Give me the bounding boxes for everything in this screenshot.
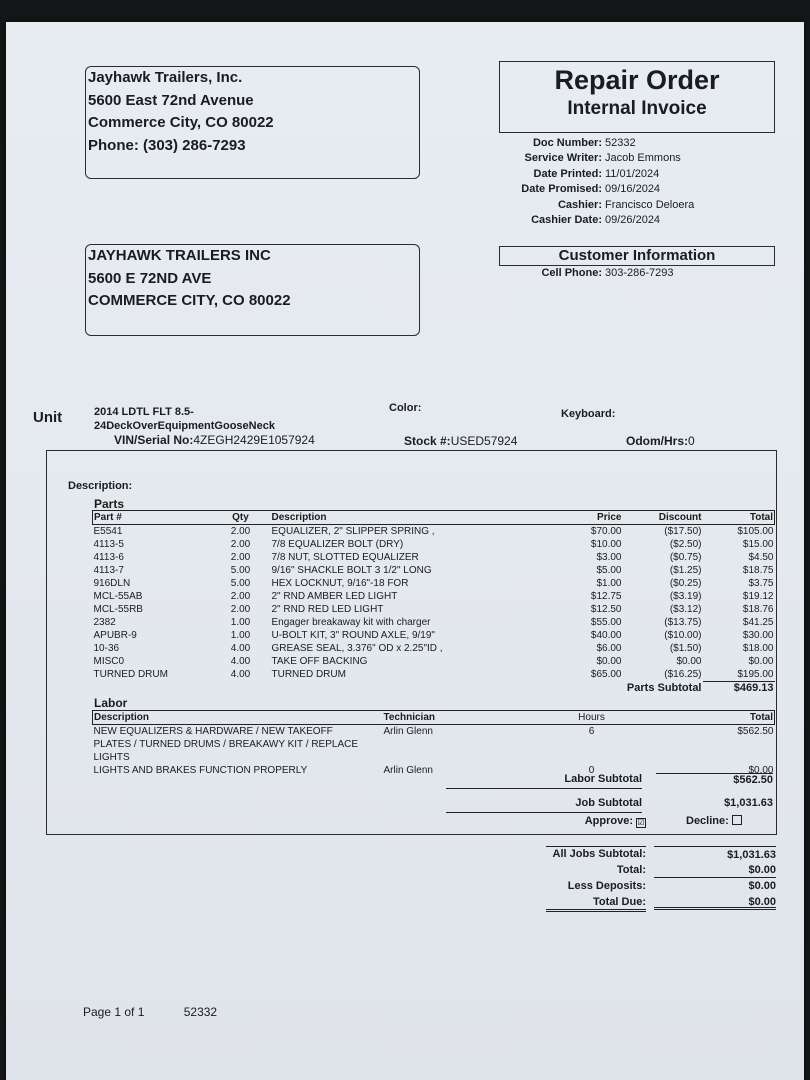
customer-info-title: Customer Information xyxy=(499,246,775,266)
meta-row: Doc Number: 52332 xyxy=(532,137,636,149)
meta-row: Date Promised: 09/16/2024 xyxy=(521,183,661,196)
page-number: Page 1 of 1 xyxy=(83,1005,145,1019)
parts-row: 4113-5 2.00 7/8 EQUALIZER BOLT (DRY) $10.00 ($2.50) $15.00 xyxy=(93,539,774,550)
totals-row: All Jobs Subtotal: $1,031.63 xyxy=(552,848,776,861)
meta-row: Cashier Date: 09/26/2024 xyxy=(531,214,661,227)
col-description: Description xyxy=(271,511,541,525)
customer-address-box xyxy=(85,244,420,336)
labor-subtotal-rule xyxy=(446,788,642,789)
customer-street: 5600 E 72ND AVE xyxy=(88,269,212,287)
company-city: Commerce City, CO 80022 xyxy=(88,114,274,131)
parts-row: 2382 1.00 Engager breakaway kit with charger $55.00 ($13.75) $41.25 xyxy=(93,617,774,628)
job-subtotal-label: Job Subtotal xyxy=(575,797,642,809)
odom-row: Odom/Hrs:0 xyxy=(626,434,695,448)
decline-row: Decline: xyxy=(686,815,776,827)
col-discount: Discount xyxy=(623,511,703,525)
labor-header-row xyxy=(93,711,775,725)
job-description-label: Description: xyxy=(68,480,133,492)
parts-row: 4113-7 5.00 9/16" SHACKLE BOLT 3 1/2" LONG $5.00 ($1.25) $18.75 xyxy=(93,565,774,576)
odom-value: 0 xyxy=(688,434,695,448)
footer-doc-number: 52332 xyxy=(183,1005,218,1019)
job-subtotal-rule xyxy=(446,812,642,813)
totals-row: Less Deposits: $0.00 xyxy=(567,880,776,892)
unit-description: 2014 LDTL FLT 8.5- 24DeckOverEquipmentGooseNeck xyxy=(94,406,275,432)
labor-subtotal-value: $562.50 xyxy=(656,773,773,786)
col-qty: Qty xyxy=(211,511,271,525)
page-subtitle: Internal Invoice xyxy=(567,98,707,119)
parts-row: 4113-6 2.00 7/8 NUT, SLOTTED EQUALIZER $3.00 ($0.75) $4.50 xyxy=(93,552,774,563)
meta-row: Cashier: Francisco Deloera xyxy=(557,198,695,211)
col-technician: Technician xyxy=(383,711,533,725)
company-street: 5600 East 72nd Avenue xyxy=(88,91,254,109)
company-address-box xyxy=(85,66,420,179)
parts-header-row xyxy=(93,511,775,525)
vin-value: 4ZEGH2429E1057924 xyxy=(193,433,315,447)
meta-row: Service Writer: Jacob Emmons xyxy=(524,152,681,165)
col-price: Price xyxy=(541,511,623,525)
totals-top-rule xyxy=(546,846,646,847)
parts-row: MCL-55RB 2.00 2" RND RED LED LIGHT $12.50 ($3.12) $18.76 xyxy=(93,604,774,615)
meta-row: Date Printed: 11/01/2024 xyxy=(533,167,660,180)
vin-row: VIN/Serial No:4ZEGH2429E1057924 xyxy=(114,433,315,447)
stock-value: USED57924 xyxy=(450,434,518,448)
labor-heading: Labor xyxy=(94,696,128,710)
invoice-paper xyxy=(6,22,804,1080)
parts-row: APUBR-9 1.00 U-BOLT KIT, 3" ROUND AXLE, 9/19" $40.00 ($10.00) $30.00 xyxy=(93,630,774,641)
parts-row: 916DLN 5.00 HEX LOCKNUT, 9/16"-18 FOR $1.00 ($0.25) $3.75 xyxy=(93,578,774,589)
color-label: Color: xyxy=(389,402,422,414)
parts-table xyxy=(92,510,775,695)
totals-bottom-rule xyxy=(546,909,646,912)
col-labor-description: Description xyxy=(93,711,383,725)
labor-table xyxy=(92,710,775,777)
parts-subtotal-row xyxy=(93,682,775,696)
parts-heading: Parts xyxy=(94,497,125,511)
decline-checkbox[interactable] xyxy=(732,815,742,825)
col-part-number: Part # xyxy=(93,511,211,525)
job-subtotal-value: $1,031.63 xyxy=(724,797,773,809)
parts-row: TURNED DRUM 4.00 TURNED DRUM $65.00 ($16.25) $195.00 xyxy=(93,669,774,681)
cell-phone-row: Cell Phone: 303-286-7293 xyxy=(541,267,674,279)
col-total: Total xyxy=(703,511,775,525)
totals-row: Total: $0.00 xyxy=(616,864,776,876)
customer-city: COMMERCE CITY, CO 80022 xyxy=(88,292,291,309)
customer-name: JAYHAWK TRAILERS INC xyxy=(88,247,271,264)
repair-order-title-box xyxy=(499,61,775,133)
page-footer xyxy=(83,1005,217,1019)
company-name: Jayhawk Trailers, Inc. xyxy=(88,69,243,86)
totals-row: Total Due: $0.00 xyxy=(593,896,776,908)
approve-checkbox[interactable]: ☑ xyxy=(637,818,645,827)
totals-block xyxy=(436,846,776,910)
order-meta xyxy=(446,136,776,228)
parts-subtotal-label: Parts Subtotal xyxy=(626,681,702,694)
unit-label: Unit xyxy=(33,409,63,426)
parts-subtotal-value: $469.13 xyxy=(703,682,775,696)
company-phone: Phone: (303) 286-7293 xyxy=(88,136,246,154)
keyboard-label: Keyboard: xyxy=(561,408,616,420)
stock-row: Stock #:USED57924 xyxy=(404,434,518,448)
labor-subtotal-label: Labor Subtotal xyxy=(564,773,642,785)
col-labor-total: Total xyxy=(651,711,775,725)
parts-row: MCL-55AB 2.00 2" RND AMBER LED LIGHT $12.75 ($3.19) $19.12 xyxy=(93,591,774,602)
parts-row: E5541 2.00 EQUALIZER, 2" SLIPPER SPRING , $70.00 ($17.50) $105.00 xyxy=(93,526,774,537)
cell-phone-value: 303-286-7293 xyxy=(605,267,674,279)
parts-row: MISC0 4.00 TAKE OFF BACKING $0.00 $0.00 $0.00 xyxy=(93,656,774,667)
page-title: Repair Order xyxy=(554,65,720,95)
parts-row: 10-36 4.00 GREASE SEAL, 3.376" OD x 2.25"ID , $6.00 ($1.50) $18.00 xyxy=(93,643,774,654)
labor-row: NEW EQUALIZERS & HARDWARE / NEW TAKEOFF PLATES / TURNED DRUMS / BREAKAWY KIT / REPLACE LIGHTS Arlin Glenn 6 $562.50 xyxy=(93,726,774,763)
col-hours: Hours xyxy=(533,711,651,725)
labor-row: LIGHTS AND BRAKES FUNCTION PROPERLY Arlin Glenn 0 $0.00 xyxy=(93,765,774,776)
approve-row: Approve: ☑ xyxy=(584,815,645,827)
